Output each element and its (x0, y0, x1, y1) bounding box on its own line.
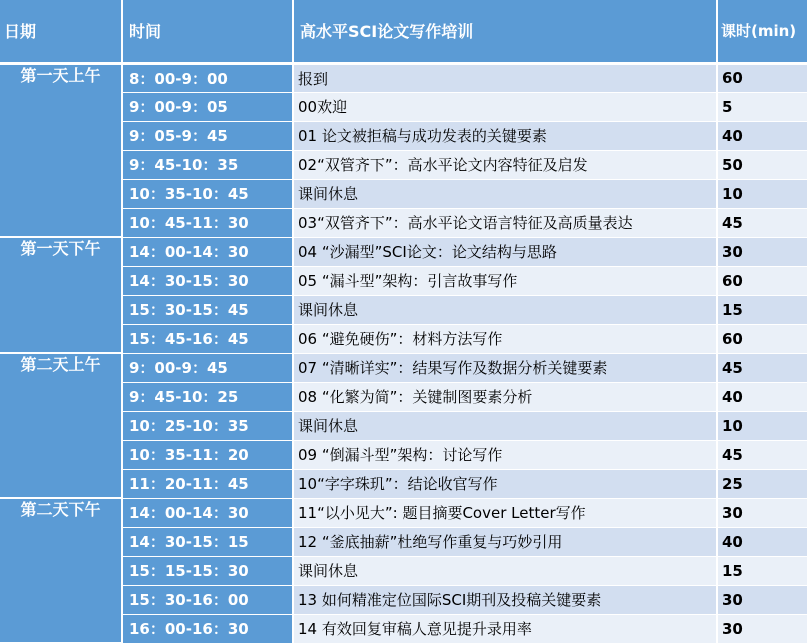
topic-cell: 05 “漏斗型”架构：引言故事写作 (293, 266, 717, 295)
time-cell: 10：25-10：35 (122, 411, 293, 440)
time-cell: 8：00-9：00 (122, 63, 293, 92)
table-row (0, 208, 807, 237)
table-row (0, 121, 807, 150)
time-cell: 9：05-9：45 (122, 121, 293, 150)
table-header (0, 0, 807, 63)
time-cell: 10：35-10：45 (122, 179, 293, 208)
hours-cell: 60 (717, 63, 807, 92)
table-row (0, 382, 807, 411)
hours-cell: 10 (717, 411, 807, 440)
topic-cell: 07 “清晰详实”：结果写作及数据分析关键要素 (293, 353, 717, 382)
hours-cell: 45 (717, 353, 807, 382)
header-topic: 高水平SCI论文写作培训 (293, 0, 717, 63)
table-row (0, 150, 807, 179)
time-cell: 14：00-14：30 (122, 237, 293, 266)
hours-cell: 30 (717, 498, 807, 527)
time-cell: 14：00-14：30 (122, 498, 293, 527)
time-cell: 9：00-9：45 (122, 353, 293, 382)
topic-cell: 12 “釜底抽薪”杜绝写作重复与巧妙引用 (293, 527, 717, 556)
topic-cell: 01 论文被拒稿与成功发表的关键要素 (293, 121, 717, 150)
topic-cell: 06 “避免硬伤”：材料方法写作 (293, 324, 717, 353)
date-label: 第二天下午 (20, 500, 101, 519)
hours-cell: 50 (717, 150, 807, 179)
hours-cell: 30 (717, 237, 807, 266)
table-row (0, 498, 807, 527)
time-cell: 9：45-10：35 (122, 150, 293, 179)
topic-cell: 课间休息 (293, 556, 717, 585)
topic-cell: 03“双管齐下”：高水平论文语言特征及高质量表达 (293, 208, 717, 237)
hours-cell: 60 (717, 266, 807, 295)
topic-cell: 02“双管齐下”：高水平论文内容特征及启发 (293, 150, 717, 179)
table-row (0, 556, 807, 585)
date-cell (0, 498, 122, 643)
hours-cell: 60 (717, 324, 807, 353)
time-cell: 9：00-9：05 (122, 92, 293, 121)
table-row (0, 411, 807, 440)
hours-cell: 25 (717, 469, 807, 498)
hours-cell: 5 (717, 92, 807, 121)
table-row (0, 353, 807, 382)
hours-cell: 45 (717, 208, 807, 237)
topic-cell: 课间休息 (293, 411, 717, 440)
time-cell: 15：30-15：45 (122, 295, 293, 324)
time-cell: 15：45-16：45 (122, 324, 293, 353)
topic-cell: 报到 (293, 63, 717, 92)
table-row (0, 469, 807, 498)
table-body (0, 63, 807, 643)
table-row (0, 266, 807, 295)
time-cell: 10：35-11：20 (122, 440, 293, 469)
table-row (0, 440, 807, 469)
topic-cell: 00欢迎 (293, 92, 717, 121)
date-label: 第二天上午 (20, 355, 101, 374)
time-cell: 9：45-10：25 (122, 382, 293, 411)
table-row (0, 585, 807, 614)
table-row (0, 527, 807, 556)
hours-cell: 40 (717, 382, 807, 411)
topic-cell: 11“以小见大”: 题目摘要Cover Letter写作 (293, 498, 717, 527)
time-cell: 16：00-16：30 (122, 614, 293, 643)
date-cell (0, 63, 122, 237)
date-cell (0, 353, 122, 498)
topic-cell: 课间休息 (293, 295, 717, 324)
hours-cell: 30 (717, 614, 807, 643)
header-row (0, 0, 807, 63)
time-cell: 11：20-11：45 (122, 469, 293, 498)
topic-cell: 04 “沙漏型”SCI论文：论文结构与思路 (293, 237, 717, 266)
table-row (0, 295, 807, 324)
topic-cell: 09 “倒漏斗型”架构：讨论写作 (293, 440, 717, 469)
header-time: 时间 (122, 0, 293, 63)
hours-cell: 15 (717, 556, 807, 585)
topic-cell: 08 “化繁为简”：关键制图要素分析 (293, 382, 717, 411)
table-row (0, 324, 807, 353)
time-cell: 14：30-15：15 (122, 527, 293, 556)
date-label: 第一天上午 (20, 65, 101, 85)
time-cell: 15：30-16：00 (122, 585, 293, 614)
hours-cell: 30 (717, 585, 807, 614)
time-cell: 15：15-15：30 (122, 556, 293, 585)
date-cell (0, 237, 122, 353)
table-row (0, 63, 807, 92)
topic-cell: 13 如何精准定位国际SCI期刊及投稿关键要素 (293, 585, 717, 614)
topic-cell: 课间休息 (293, 179, 717, 208)
hours-cell: 15 (717, 295, 807, 324)
header-hours: 课时(min) (717, 0, 807, 63)
date-label: 第一天下午 (20, 239, 101, 258)
hours-cell: 45 (717, 440, 807, 469)
header-date: 日期 (0, 0, 122, 63)
time-cell: 10：45-11：30 (122, 208, 293, 237)
topic-cell: 14 有效回复审稿人意见提升录用率 (293, 614, 717, 643)
hours-cell: 40 (717, 527, 807, 556)
table-row (0, 92, 807, 121)
table-row (0, 237, 807, 266)
table-row (0, 179, 807, 208)
time-cell: 14：30-15：30 (122, 266, 293, 295)
table-row (0, 614, 807, 643)
hours-cell: 10 (717, 179, 807, 208)
topic-cell: 10“字字珠玑”：结论收官写作 (293, 469, 717, 498)
hours-cell: 40 (717, 121, 807, 150)
